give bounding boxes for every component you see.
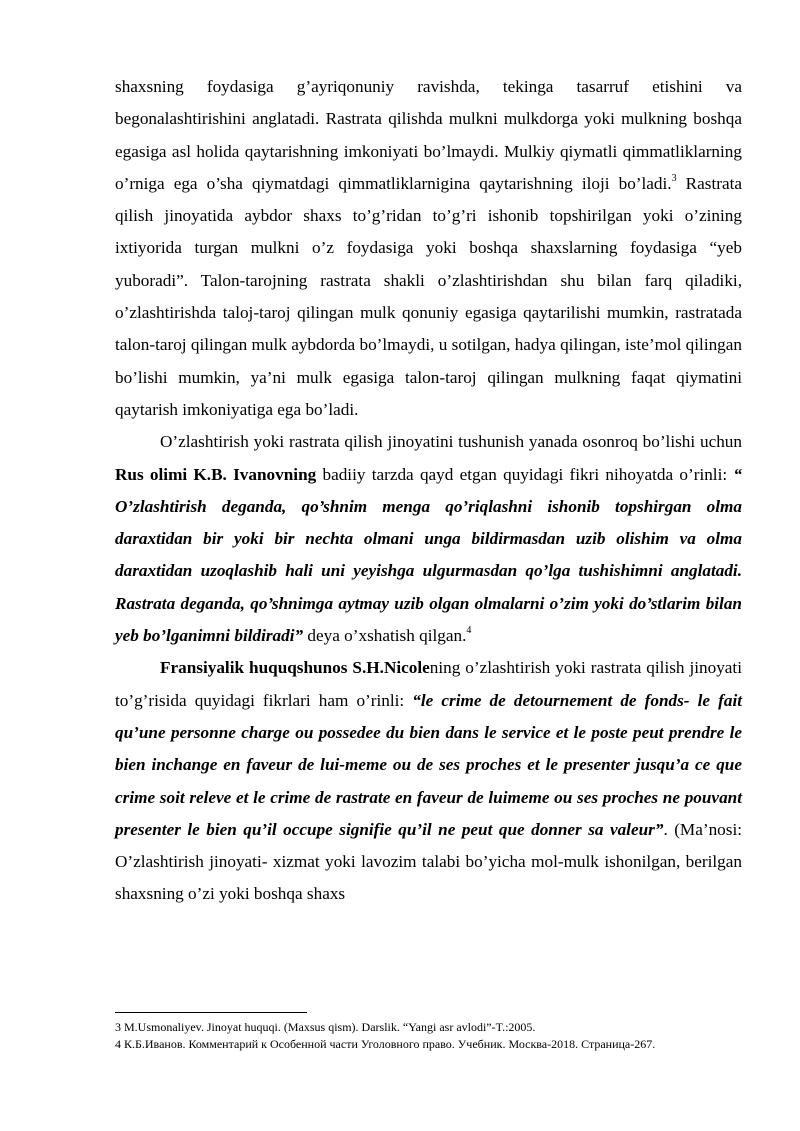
footnote-3: 3 M.Usmonaliyev. Jinoyat huquqi. (Maxsus qism). Darslik. “Yangi asr avlodi”-T.:2005. bbox=[115, 1020, 536, 1034]
paragraph-2 bbox=[115, 426, 742, 652]
footnote-ref-3[interactable]: 3 bbox=[671, 173, 677, 185]
body-text bbox=[115, 71, 742, 911]
paragraph-1-text-cont: Rastrata qilish jinoyatida aybdor shaxs to’g’ridan to’g’ri ishonib topshirilgan yoki o’zining ixtiyorida turgan mulkni o’z foydasiga yoki boshqa shaxslarning foydasiga “yeb yuboradi”. Talon-tarojning rastrata shakli o’zlashtirishdan shu bilan farq qiladiki, o’zlashtirishda taloj-taroj qilingan mulk qonuniy egasiga qaytarilishi mumkin, rastratada talon-taroj qilingan mulk aybdorda bo’lmaydi, u sotilgan, hadya qilingan, iste’mol qilingan bo’lishi mumkin, ya’ni mulk egasiga talon-taroj qilingan mulkning faqat qiymatini qaytarish imkoniyatiga ega bo’ladi. bbox=[115, 173, 742, 419]
quote-ivanov: “ O’zlashtirish deganda, qo’shnim menga qo’riqlashni ishonib topshirgan olma daraxtidan bir yoki bir nechta olmani unga bildirmasdan uzib olishim va olma daraxtidan uzoqlashib hali uni yeyishga ulgurmasdan qo’lga tushishimni anglatadi. Rastrata deganda, qo’shnimga aytmay uzib olgan olmalarni o’zim yoki do’stlarim bilan yeb bo’lganimni bildiradi” bbox=[115, 464, 742, 646]
paragraph-2-text: O’zlashtirish yoki rastrata qilish jinoyatini tushunish yanada osonroq bo’lishi uchun bbox=[160, 432, 742, 452]
paragraph-2-text-end: deya o’xshatish qilgan. bbox=[303, 626, 467, 646]
paragraph-1 bbox=[115, 71, 742, 426]
paragraph-3 bbox=[115, 652, 742, 910]
paragraph-3-text-cont: . (Ma’nosi: O’zlashtirish jinoyati- xizmat yoki lavozim talabi bo’yicha mol-mulk ishonilgan, berilgan shaxsning o’zi yoki boshqa shaxs bbox=[115, 819, 742, 904]
paragraph-2-text-cont: badiiy tarzda qayd etgan quyidagi fikri nihoyatda o’rinli: bbox=[316, 464, 734, 484]
footnote-separator bbox=[115, 1012, 307, 1013]
footnote-ref-4[interactable]: 4 bbox=[466, 625, 472, 637]
author-ivanov: Rus olimi K.B. Ivanovning bbox=[115, 464, 317, 484]
author-nicole: Fransiyalik huquqshunos S.H.Nicole bbox=[160, 658, 430, 678]
footnote-4: 4 К.Б.Иванов. Комментарий к Особенной части Уголовного право. Учебник. Москва-2018. Страница-267. bbox=[115, 1036, 656, 1051]
paragraph-3-text: ning o’zlashtirish yoki rastrata qilish jinoyati to’g’risida quyidagi fikrlari ham o’rinli: bbox=[115, 658, 742, 710]
paragraph-1-text: shaxsning foydasiga g’ayriqonuniy ravishda, tekinga tasarruf etishini va begonalashtirishini anglatadi. Rastrata qilishda mulkni mulkdorga yoki mulkning boshqa egasiga asl holida qaytarishning imkoniyati bo’lmaydi. Mulkiy qiymatli qimmatliklarning o’rniga ega o’sha qiymatdagi qimmatliklarnigina qaytarishning iloji bo’ladi. bbox=[115, 77, 742, 193]
footnotes bbox=[115, 1019, 755, 1052]
quote-nicole: “le crime de detournement de fonds- le fait qu’une personne charge ou possedee du bien dans le service et le poste peut prendre le bien inchange en faveur de lui-meme ou de ses proches et le presenter jusqu’a ce que crime soit releve et le crime de rastrate en faveur de luimeme ou ses proches ne pouvant presenter le bien qu’il occupe signifie qu’il ne peut que donner sa valeur” bbox=[115, 690, 743, 839]
